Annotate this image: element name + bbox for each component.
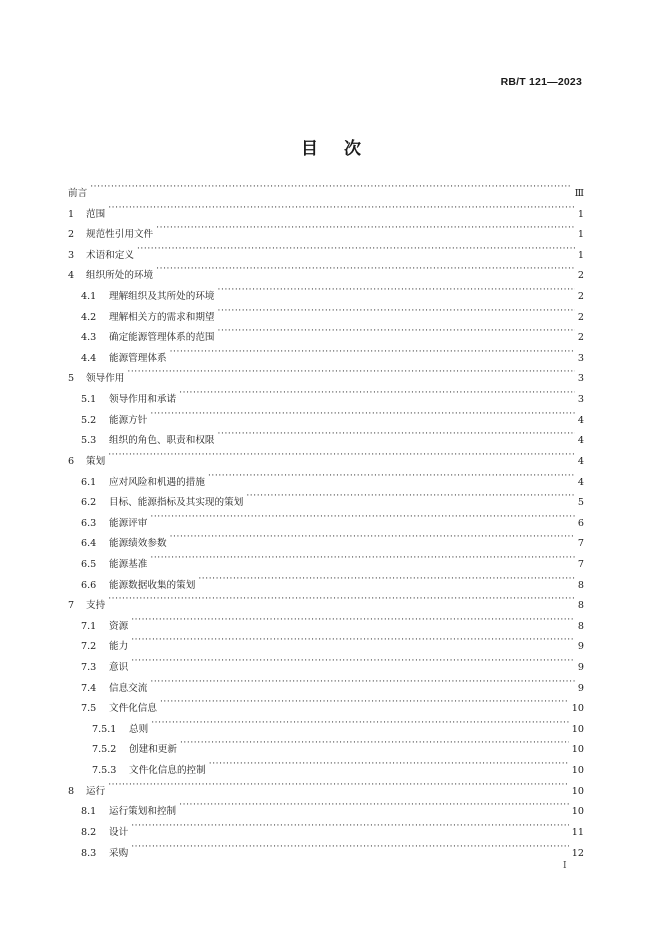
toc-entry-label: 能源绩效参数 [109,538,167,550]
toc-entry-label: 能力 [109,641,129,653]
toc-entry[interactable] [68,740,584,761]
toc-entry-page: 10 [571,703,584,715]
toc-entry-page: 4 [577,435,584,447]
toc-leader-dots [208,473,575,485]
toc-leader-dots [151,720,569,732]
toc-entry[interactable] [68,844,584,865]
toc-entry-number: 1 [68,208,75,220]
toc-entry-page: 3 [577,352,584,364]
toc-leader-dots [108,596,575,608]
toc-leader-dots [218,328,575,340]
toc-entry-page: 1 [577,208,584,220]
toc-entry-label: 总则 [129,723,149,735]
toc-entry-page: 7 [577,538,584,550]
toc-entry-number: 7.4 [81,682,97,694]
toc-entry-number: 6.6 [81,579,97,591]
toc-entry-number: 5.2 [81,414,97,426]
toc-entry-page: 9 [577,662,584,674]
toc-entry-label: 理解相关方的需求和期望 [109,311,215,323]
toc-leader-dots [150,514,575,526]
toc-entry[interactable] [68,225,584,246]
toc-entry-number: 8.1 [81,806,97,818]
page-title: 目次 [301,139,387,159]
toc-entry-page: 8 [577,600,584,612]
toc-entry-label: 支持 [86,600,106,612]
toc-entry-page: 4 [577,414,584,426]
toc-entry[interactable] [68,761,584,782]
toc-entry[interactable] [68,782,584,803]
toc-leader-dots [180,740,569,752]
toc-entry-label: 规范性引用文件 [86,229,154,241]
toc-entry[interactable] [68,699,584,720]
toc-entry-number: 8 [68,785,75,797]
toc-entry-number: 8.2 [81,826,97,838]
toc-leader-dots [108,782,569,794]
toc-entry-number: 6.3 [81,517,97,529]
toc-entry-page: 10 [571,785,584,797]
toc-leader-dots [218,431,575,443]
toc-entry[interactable] [68,390,584,411]
toc-leader-dots [150,411,575,423]
toc-entry[interactable] [68,266,584,287]
toc-leader-dots [179,390,575,402]
toc-entry-number: 7.1 [81,620,97,632]
toc-entry-label: 采购 [109,847,129,859]
toc-leader-dots [131,658,575,670]
toc-entry-page: 9 [577,682,584,694]
toc-entry-page: 2 [577,270,584,282]
toc-leader-dots [90,184,572,196]
toc-entry[interactable] [68,514,584,535]
toc-entry-number: 6.1 [81,476,97,488]
toc-entry-label: 组织所处的环境 [86,270,154,282]
toc-leader-dots [160,699,569,711]
toc-leader-dots [150,679,575,691]
toc-entry-label: 理解组织及其所处的环境 [109,291,215,303]
toc-entry-number: 6.5 [81,558,97,570]
toc-entry-number: 4.3 [81,332,97,344]
toc-entry-label: 范围 [86,208,106,220]
toc-entry-number: 7.2 [81,641,97,653]
toc-entry-label: 运行策划和控制 [109,806,177,818]
toc-entry-label: 能源数据收集的策划 [109,579,196,591]
toc-leader-dots [246,493,575,505]
toc-entry[interactable] [68,596,584,617]
toc-entry-label: 能源基准 [109,558,148,570]
toc-entry-number: 6.2 [81,497,97,509]
toc-entry-label: 资源 [109,620,129,632]
toc-entry-number: 3 [68,249,75,261]
toc-entry[interactable] [68,576,584,597]
toc-leader-dots [131,844,569,856]
toc-entry-label: 前言 [68,188,88,199]
toc-leader-dots [131,617,575,629]
toc-entry-page: 4 [577,476,584,488]
toc-leader-dots [131,637,575,649]
toc-entry[interactable] [68,328,584,349]
toc-entry-label: 领导作用 [86,373,125,385]
toc-entry[interactable] [68,637,584,658]
toc-leader-dots [218,287,575,299]
toc-entry[interactable] [68,493,584,514]
toc-leader-dots [131,823,569,835]
toc-leader-dots [108,452,575,464]
toc-entry-page: 3 [577,373,584,385]
toc-leader-dots [218,308,575,320]
toc-entry-page: 10 [571,744,584,756]
toc-entry-number: 7.5 [81,703,97,715]
toc-entry-label: 设计 [109,826,129,838]
toc-leader-dots [209,761,569,773]
toc-entry-page: 3 [577,394,584,406]
toc-entry[interactable] [68,308,584,329]
toc-leader-dots [170,534,575,546]
toc-leader-dots [150,555,575,567]
toc-entry-number: 4.2 [81,311,97,323]
toc-entry-page: 1 [577,249,584,261]
toc-entry-label: 组织的角色、职责和权限 [109,435,215,447]
toc-entry[interactable] [68,679,584,700]
toc-entry-page: 8 [577,620,584,632]
toc-entry[interactable] [68,431,584,452]
toc-entry[interactable] [68,555,584,576]
toc-entry[interactable] [68,287,584,308]
toc-entry-number: 7.5.1 [92,723,117,735]
toc-entry-label: 确定能源管理体系的范围 [109,332,215,344]
toc-entry-number: 5 [68,373,75,385]
toc-entry-number: 4.1 [81,291,97,303]
toc-entry-number: 7.5.2 [92,744,117,756]
toc-entry-page: 2 [577,332,584,344]
toc-entry-label: 能源评审 [109,517,148,529]
toc-entry-page: 9 [577,641,584,653]
toc-leader-dots [179,802,569,814]
toc-entry[interactable] [68,534,584,555]
toc-entry-label: 目标、能源指标及其实现的策划 [109,497,244,509]
toc-entry[interactable] [68,452,584,473]
toc-entry-number: 7 [68,600,75,612]
toc-entry-label: 信息交流 [109,682,148,694]
toc-entry-page: 10 [571,723,584,735]
toc-entry-label: 能源方针 [109,414,148,426]
page-number: I [563,861,567,871]
toc-entry[interactable] [68,802,584,823]
toc-leader-dots [170,349,575,361]
toc-entry[interactable] [68,205,584,226]
toc-entry-number: 7.5.3 [92,765,117,777]
toc-entry[interactable] [68,473,584,494]
toc-entry-page: 1 [577,229,584,241]
toc-leader-dots [127,369,575,381]
toc-leader-dots [137,246,575,258]
toc-entry-label: 术语和定义 [86,249,134,261]
toc-entry[interactable] [68,823,584,844]
toc-entry-number: 5.3 [81,435,97,447]
toc-entry-label: 创建和更新 [129,744,177,756]
toc-entry-page: 10 [571,806,584,818]
toc-leader-dots [108,205,575,217]
toc-entry-label: 领导作用和承诺 [109,394,177,406]
toc-entry-number: 8.3 [81,847,97,859]
toc-entry[interactable] [68,720,584,741]
toc-entry-number: 6 [68,455,75,467]
toc-entry-number: 6.4 [81,538,97,550]
toc-entry-page: 11 [571,826,584,838]
toc-entry-label: 运行 [86,785,106,797]
standard-code: RB/T 121—2023 [500,76,582,88]
toc-entry-page: 8 [577,579,584,591]
toc-entry[interactable] [68,658,584,679]
toc-entry[interactable] [68,369,584,390]
toc-entry-number: 2 [68,229,75,241]
toc-entry-number: 7.3 [81,662,97,674]
toc-entry[interactable] [68,349,584,370]
toc-entry-page: 4 [577,455,584,467]
toc-leader-dots [198,576,575,588]
toc-entry-number: 4 [68,270,75,282]
toc-entry-label: 能源管理体系 [109,352,167,364]
toc-entry-label: 意识 [109,662,129,674]
toc-entry-page: 7 [577,558,584,570]
toc-entry[interactable] [68,246,584,267]
toc-entry-page: 2 [577,311,584,323]
toc-leader-dots [156,225,575,237]
toc-entry-number: 5.1 [81,394,97,406]
toc-entry-label: 策划 [86,455,106,467]
table-of-contents [68,184,584,864]
toc-entry-page: 2 [577,291,584,303]
toc-entry-page: 12 [571,847,584,859]
toc-entry-number: 4.4 [81,352,97,364]
toc-leader-dots [156,266,575,278]
toc-entry-page: Ⅲ [574,188,584,199]
toc-entry-page: 6 [577,517,584,529]
toc-entry-label: 文件化信息 [109,703,157,715]
toc-entry-label: 应对风险和机遇的措施 [109,476,205,488]
toc-entry-label: 文件化信息的控制 [129,765,206,777]
toc-entry[interactable] [68,184,584,205]
toc-entry[interactable] [68,411,584,432]
toc-entry-page: 10 [571,765,584,777]
toc-entry[interactable] [68,617,584,638]
toc-entry-page: 5 [577,497,584,509]
